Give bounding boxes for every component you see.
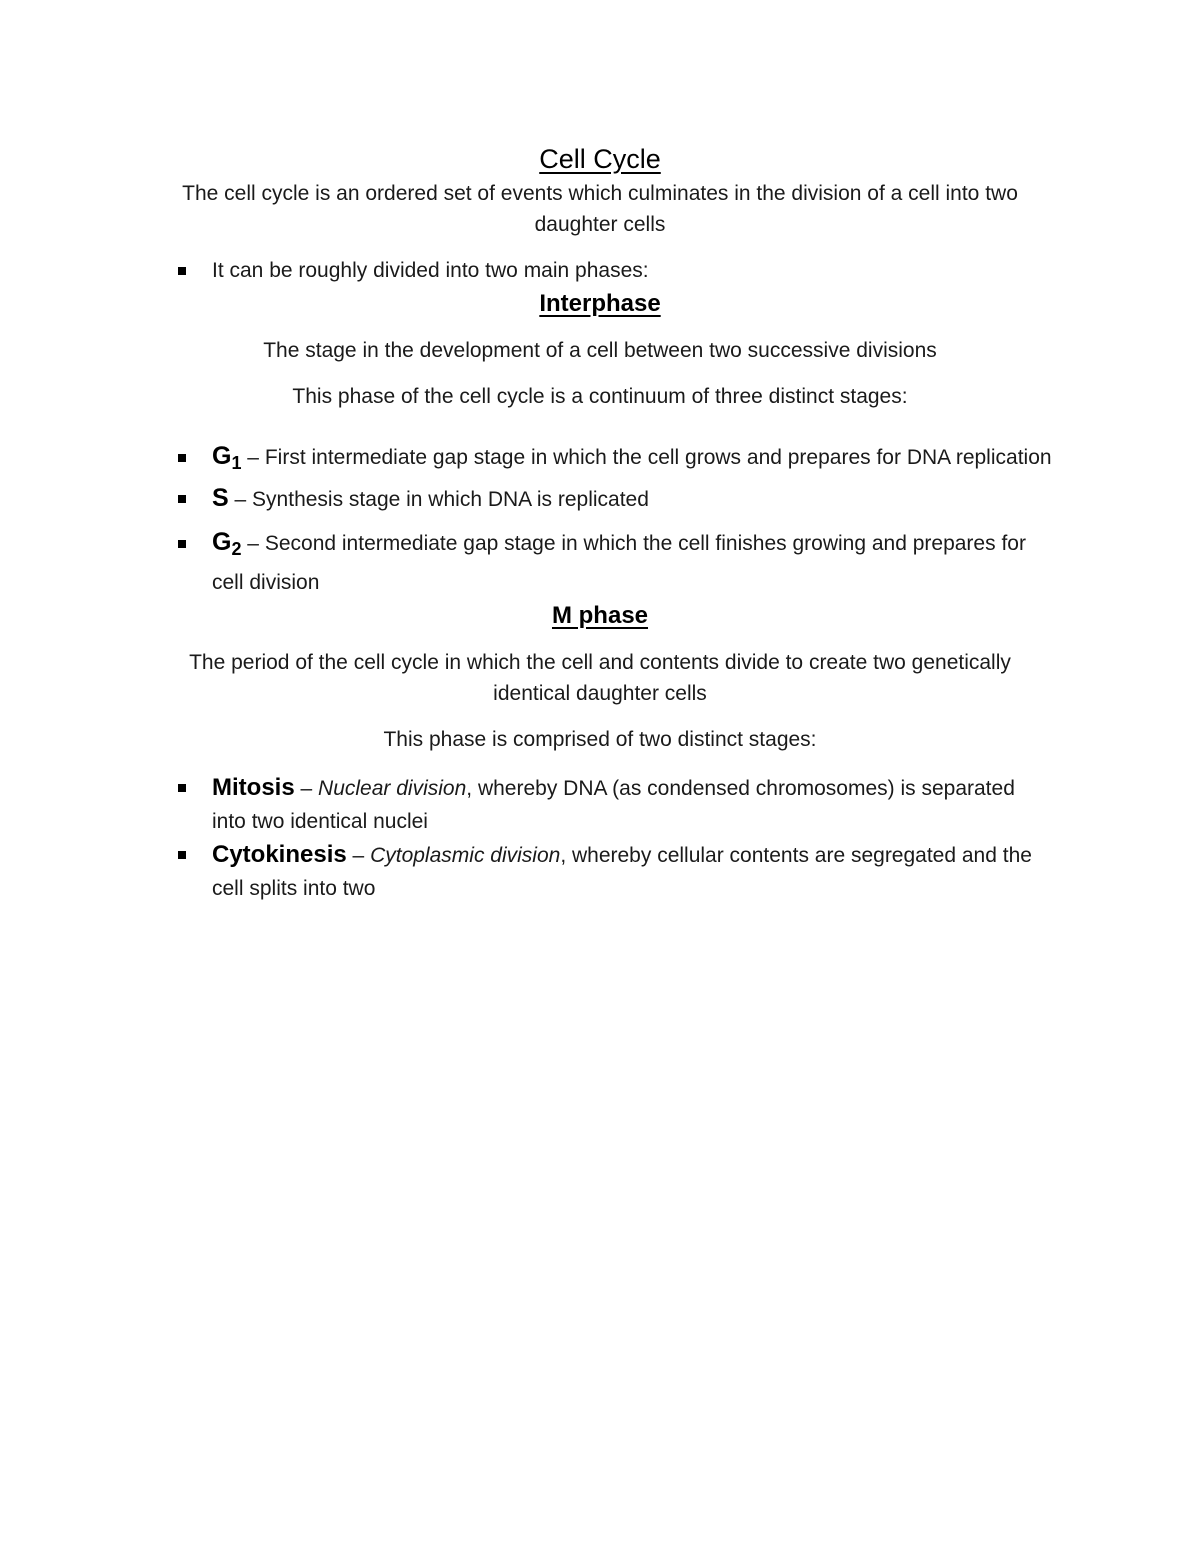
square-bullet-icon — [178, 784, 186, 792]
stage-term: Mitosis — [212, 774, 295, 801]
stage-separator: – — [346, 844, 371, 867]
stage-term — [212, 528, 242, 559]
stage-description: First intermediate gap stage in which the cell grows and prepares for DNA replication — [264, 446, 1052, 469]
stage-separator: – — [241, 446, 265, 469]
interphase-definition: The stage in the development of a cell between two successive divisions — [263, 339, 937, 362]
square-bullet-icon — [178, 454, 186, 462]
main-bullet-list — [148, 254, 1052, 287]
mphase-definition: The period of the cell cycle in which the cell and contents divide to create two genetically identical daughter cells — [189, 651, 1011, 705]
stage-term: Cytokinesis — [212, 841, 347, 868]
stage-term-subscript: 1 — [231, 453, 242, 473]
list-item — [148, 771, 1052, 838]
mphase-heading: M phase — [551, 602, 649, 629]
stage-term — [212, 442, 242, 473]
mphase-stages-intro: This phase is comprised of two distinct stages: — [383, 728, 817, 751]
square-bullet-icon — [178, 851, 186, 859]
stage-separator: – — [228, 488, 253, 511]
list-item — [148, 838, 1052, 905]
stage-separator: – — [294, 777, 319, 800]
document-content — [148, 140, 1052, 905]
stage-term-letter: S — [212, 484, 229, 512]
stage-italic-label: Nuclear division — [318, 777, 467, 800]
stage-separator: – — [241, 532, 265, 555]
stage-description: , whereby cellular contents are segregated and the cell splits into two — [212, 844, 1032, 900]
list-item — [148, 254, 1052, 287]
mphase-stage-list — [148, 771, 1052, 905]
list-item — [148, 526, 1052, 599]
list-item — [148, 440, 1052, 480]
interphase-stage-list — [148, 440, 1052, 599]
interphase-heading: Interphase — [539, 290, 661, 317]
stage-term-letter: G — [212, 442, 232, 470]
square-bullet-icon — [178, 267, 186, 275]
stage-description: , whereby DNA (as condensed chromosomes) is separated into two identical nuclei — [212, 777, 1015, 833]
square-bullet-icon — [178, 540, 186, 548]
main-bullet-text: It can be roughly divided into two main phases: — [212, 259, 649, 282]
list-item — [148, 482, 1052, 516]
stage-italic-label: Cytoplasmic division — [370, 844, 561, 867]
interphase-stages-intro: This phase of the cell cycle is a continuum of three distinct stages: — [292, 385, 908, 408]
stage-description: Second intermediate gap stage in which the cell finishes growing and prepares for cell division — [212, 532, 1026, 594]
stage-description: Synthesis stage in which DNA is replicated — [252, 488, 649, 511]
intro-paragraph: The cell cycle is an ordered set of events which culminates in the division of a cell into two daughter cells — [182, 182, 1018, 236]
page-title: Cell Cycle — [539, 144, 661, 174]
stage-term-letter: G — [212, 528, 232, 556]
square-bullet-icon — [178, 495, 186, 503]
stage-term — [212, 484, 229, 512]
stage-term-subscript: 2 — [231, 539, 242, 559]
